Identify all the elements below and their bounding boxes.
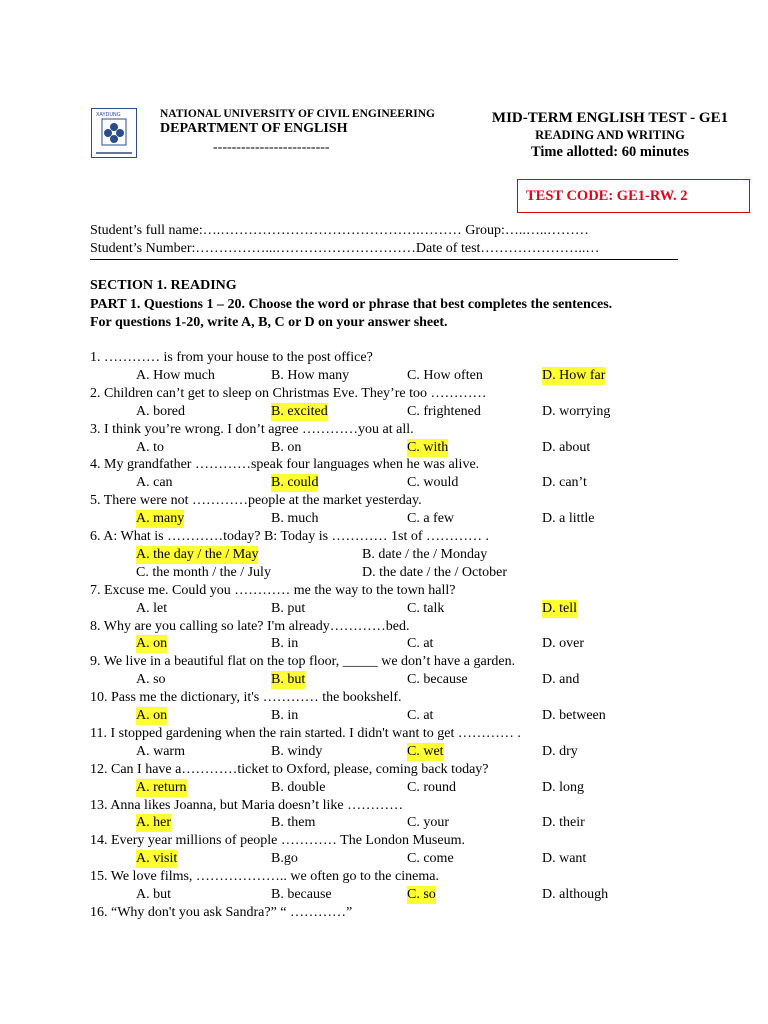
time-allotted: Time allotted: 60 minutes (530, 144, 689, 160)
question-text: 15. We love films, ……………….. we often go to the cinema. (90, 869, 439, 885)
answer-option[interactable]: C. with (407, 439, 449, 455)
answer-option[interactable]: D. tell (542, 600, 577, 616)
answer-option[interactable]: D. their (542, 815, 585, 831)
question-text: 4. My grandfather …………speak four languages when he was alive. (90, 457, 480, 473)
answer-option[interactable]: B. put (271, 600, 306, 616)
answer-option[interactable]: B. in (271, 708, 299, 723)
question-text: 12. Can I have a…………ticket to Oxford, please, coming back today? (90, 761, 489, 777)
answer-option[interactable]: D. between (542, 708, 606, 723)
question-text: 6. A: What is …………today? B: Today is ………… 1st of ………… . (90, 529, 490, 544)
answer-option[interactable]: A. so (136, 672, 166, 688)
question-text: 5. There were not …………people at the market yesterday. (90, 493, 422, 509)
answer-option[interactable]: A. return (136, 779, 187, 795)
answer-option[interactable]: D. the date / the / October (362, 564, 508, 580)
test-subtitle: READING AND WRITING (535, 128, 685, 142)
question-text: 16. “Why don't you ask Sandra?” “ …………” (90, 904, 353, 920)
university-name: NATIONAL UNIVERSITY OF CIVIL ENGINEERING (160, 108, 435, 120)
question-text: 11. I stopped gardening when the rain started. I didn't want to get ………… . (90, 725, 521, 741)
answer-option[interactable]: B.go (271, 851, 298, 867)
question-text: 13. Anna likes Joanna, but Maria doesn’t like ………… (90, 797, 404, 813)
header-right (480, 110, 740, 161)
header-left (160, 108, 450, 156)
answer-option[interactable]: B. in (271, 636, 299, 652)
answer-option[interactable]: B. because (271, 887, 332, 902)
answer-option[interactable]: A. on (136, 636, 168, 652)
answer-option[interactable]: C. frightened (407, 403, 481, 419)
answer-option[interactable]: D. and (542, 672, 580, 688)
question-text: 1. ………… is from your house to the post office? (90, 350, 373, 365)
answer-option[interactable]: D. worrying (542, 403, 611, 419)
header-separator: ------------------------- (213, 140, 330, 155)
answer-option[interactable]: B. How many (271, 367, 350, 383)
answer-option[interactable]: C. because (407, 672, 468, 688)
answer-option[interactable]: A. visit (136, 851, 178, 867)
question-text: 2. Children can’t get to sleep on Christmas Eve. They’re too ………… (90, 385, 487, 401)
question-text: 9. We live in a beautiful flat on the top floor, _____ we don’t have a garden. (90, 654, 516, 670)
answer-option[interactable]: C. the month / the / July (136, 564, 271, 580)
answer-option[interactable]: C. How often (407, 367, 483, 383)
answer-option[interactable]: C. round (407, 779, 456, 795)
question-text: 14. Every year millions of people ………… The London Museum. (90, 833, 465, 849)
answer-option[interactable]: C. talk (407, 600, 445, 616)
question-text: 8. Why are you calling so late? I'm already…………bed. (90, 618, 410, 634)
question-text: 3. I think you’re wrong. I don’t agree …………you at all. (90, 421, 414, 437)
department-name: DEPARTMENT OF ENGLISH (160, 121, 348, 136)
answer-option[interactable]: B. date / the / Monday (362, 546, 488, 562)
answer-option[interactable]: D. although (542, 887, 609, 902)
part-title: PART 1. Questions 1 – 20. Choose the word or phrase that best completes the sentences. (90, 297, 613, 312)
student-number-line[interactable]: Student’s Number:……………...…………………………Date of test…………………..… (90, 241, 600, 256)
answer-option[interactable]: D. long (542, 779, 584, 795)
answer-option[interactable]: C. wet (407, 743, 444, 759)
answer-option[interactable]: C. at (407, 708, 434, 723)
answer-option[interactable]: A. many (136, 511, 185, 527)
svg-text:XAYDUNG: XAYDUNG (96, 112, 121, 118)
question-text: 10. Pass me the dictionary, it's ………… the bookshelf. (90, 690, 402, 706)
answer-option[interactable]: C. would (407, 475, 459, 491)
answer-option[interactable]: D. dry (542, 743, 578, 759)
test-title: MID-TERM ENGLISH TEST - GE1 (491, 110, 729, 126)
answer-option[interactable]: B. much (271, 511, 319, 527)
answer-option[interactable]: B. double (271, 779, 326, 795)
answer-option[interactable]: A. to (136, 439, 164, 455)
section-title: SECTION 1. READING (90, 278, 237, 293)
answer-option[interactable]: D. want (542, 851, 587, 867)
answer-option[interactable]: A. but (136, 887, 171, 902)
answer-option[interactable]: D. How far (542, 367, 606, 383)
answer-option[interactable]: A. on (136, 708, 168, 723)
answer-option[interactable]: D. a little (542, 511, 595, 527)
answer-option[interactable]: B. them (271, 815, 316, 831)
answer-option[interactable]: C. at (407, 636, 434, 652)
header-divider (90, 259, 678, 260)
part-instruction: For questions 1-20, write A, B, C or D on your answer sheet. (90, 315, 448, 330)
answer-option[interactable]: D. can’t (542, 475, 587, 491)
answer-option[interactable]: A. her (136, 815, 171, 831)
answer-option[interactable]: C. come (407, 851, 454, 867)
answer-option[interactable]: D. over (542, 636, 584, 652)
question-text: 7. Excuse me. Could you ………… me the way to the town hall? (90, 582, 456, 598)
answer-option[interactable]: B. could (271, 475, 319, 491)
answer-option[interactable]: B. but (271, 672, 306, 688)
answer-option[interactable]: B. on (271, 439, 302, 455)
answer-option[interactable]: D. about (542, 439, 591, 455)
answer-option[interactable]: A. let (136, 600, 168, 616)
answer-option[interactable]: A. warm (136, 743, 185, 759)
university-logo (91, 108, 137, 158)
answer-option[interactable]: A. How much (136, 367, 215, 383)
answer-option[interactable]: B. windy (271, 743, 323, 759)
answer-option[interactable]: C. your (407, 815, 449, 831)
test-code-box: TEST CODE: GE1-RW. 2 (517, 179, 750, 213)
answer-option[interactable]: A. the day / the / May (136, 546, 259, 562)
answer-option[interactable]: C. so (407, 887, 436, 902)
answer-option[interactable]: B. excited (271, 403, 328, 419)
answer-option[interactable]: A. can (136, 475, 173, 491)
answer-option[interactable]: C. a few (407, 511, 455, 527)
answer-option[interactable]: A. bored (136, 403, 185, 419)
student-name-line[interactable]: Student’s full name:….…………………………………….……… Group:…..…..……… (90, 223, 589, 238)
